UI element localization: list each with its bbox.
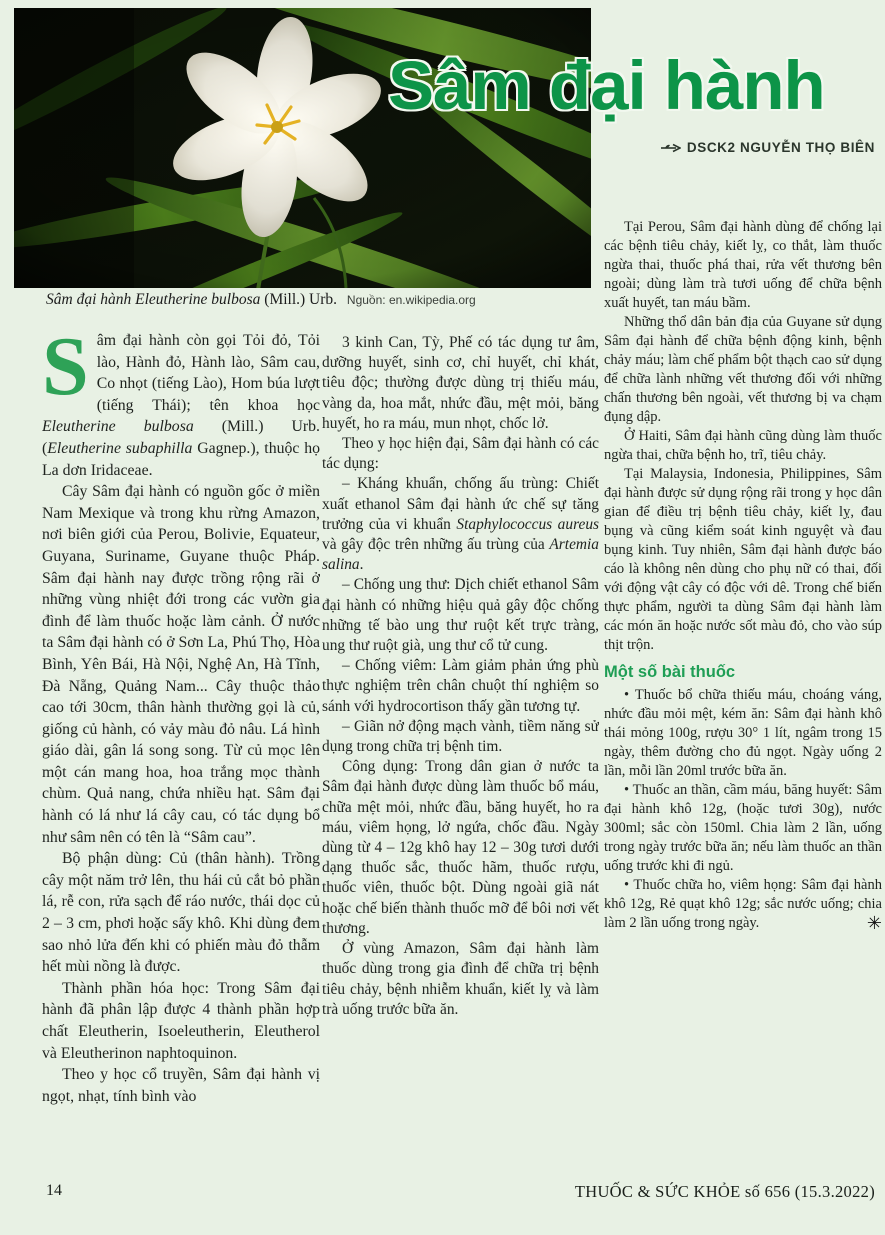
paragraph: Ở vùng Amazon, Sâm đại hành làm thuốc dùng trong gia đình để chữa trị bệnh tiêu chảy, bệnh nhiễm khuẩn, kiết lỵ và làm trà uống trước bữa ăn. [322, 940, 599, 1018]
paragraph: Công dụng: Trong dân gian ở nước ta Sâm đại hành được dùng làm thuốc bổ máu, chữa mệt mỏi, nhức đầu, băng huyết, ho ra máu, viêm họng, lở ngứa, chốc đầu. Ngày dùng từ 4 – 12g khô hay 12 – 30g tươi dưới dạng thuốc sắc, thuốc hãm, thuốc rượu, thuốc viên, thuốc bột. Dùng ngoài giã nát hoặc chế biến thành thuốc mỡ để bôi nơi vết thương. [322, 758, 599, 937]
paragraph: – Kháng khuẩn, chống ấu trùng: Chiết xuất ethanol Sâm đại hành ức chế sự tăng trưởng của vi khuẩn Staphylococcus aureus và gây độc trên những ấu trùng của Artemia salina. [322, 475, 599, 574]
text-column-2 [322, 333, 599, 1178]
text-column-3 [604, 218, 882, 1174]
photo-caption-source: Nguồn: en.wikipedia.org [346, 293, 476, 307]
paragraph: • Thuốc an thần, cầm máu, băng huyết: Sâm đại hành khô 12g, (hoặc tươi 30g), nước 300ml; sắc còn 150ml. Chia làm 2 lần, uống trong ngày trước bữa ăn; nếu làm thuốc an thần uống trước khi đi ngủ. [604, 782, 882, 874]
section-heading: Một số bài thuốc [604, 663, 736, 681]
text-column-1 [42, 330, 320, 1178]
article-title-part2: hành [663, 47, 825, 124]
paragraph: Tại Perou, Sâm đại hành dùng để chống lại các bệnh tiêu chảy, kiết lỵ, co thắt, làm thuốc ngừa thai, thuốc phá thai, rửa vết thương bên ngoài; dùng làm trà tươi uống để chữa bệnh xuất huyết, tan máu bầm. [604, 219, 882, 311]
journal-footer: THUỐC & SỨC KHỎE số 656 (15.3.2022) [574, 1182, 875, 1201]
paragraph: – Chống ung thư: Dịch chiết ethanol Sâm đại hành có những hiệu quả gây độc chống những tế bào ung thư ruột kết trực tràng, ung thư ruột già, ung thư cổ tử cung. [322, 576, 599, 655]
paragraph: Ở Haiti, Sâm đại hành cũng dùng làm thuốc ngừa thai, chữa bệnh ho, trĩ, tiêu chảy. [604, 428, 882, 463]
paragraph: Theo y học hiện đại, Sâm đại hành có các tác dụng: [322, 435, 599, 473]
paragraph: Cây Sâm đại hành có nguồn gốc ở miền Nam Mexique và trong khu rừng Amazon, nơi biên giới của Perou, Bolivie, Equateur, Guyana, Suriname, Guyane thuộc Pháp. Sâm đại hành nay được trồng rộng rãi ở những vùng nhiệt đới trong các vườn gia đình để làm thuốc hoặc làm cảnh. Ở nước ta Sâm đại hành có ở Sơn La, Phú Thọ, Hòa Bình, Yên Bái, Hà Nội, Nghệ An, Hà Tĩnh, Đà Nẵng, Quảng Nam... Cây thuộc thảo cao tới 30cm, thân hành thường gọi là củ, giống củ hành, có vảy màu đỏ nâu. Lá hình giáo dài, gân lá song song. Từ củ mọc lên một cán mang hoa, hoa trắng mọc thành chùm. Quả nang, chứa nhiều hạt. Sâm đại hành có lá như lá cây cau, có tác dụng bổ như sâm nên có tên là “Sâm cau”. [42, 483, 320, 846]
byline-text: DSCK2 NGUYỄN THỌ BIÊN [686, 140, 875, 155]
drop-cap: S [42, 330, 89, 413]
paragraph: 3 kinh Can, Tỳ, Phế có tác dụng tư âm, dưỡng huyết, sinh cơ, chỉ huyết, chỉ khát, tiêu độc; thường được dùng trị thiếu máu, vàng da, hoa mắt, nhức đầu, mệt mỏi, băng huyết, ho ra máu, mun nhọt, chốc lở. [322, 334, 599, 432]
article-title [388, 46, 880, 125]
article-title-part1: Sâm đại [388, 47, 664, 124]
paragraph: Những thổ dân bản địa của Guyane sử dụng Sâm đại hành để chữa bệnh động kinh, bệnh chảy máu; làm chế phẩm bột thạch cao sử dụng để chữa lành những vết thương đối với những chấn thương bên ngoài, vết thương bị va chạm đụng dập. [604, 314, 882, 425]
article-end-mark: ✳ [866, 913, 882, 933]
photo-caption-text: Sâm đại hành Eleutherine bulbosa (Mill.) Urb. [46, 291, 338, 308]
byline [495, 140, 875, 155]
paragraph: Bộ phận dùng: Củ (thân hành). Trồng cây một năm trở lên, thu hái củ cắt bỏ phần lá, rễ con, rửa sạch để ráo nước, thái dọc củ 2 – 3 cm, phơi hoặc sấy khô. Khi dùng đem sao nhỏ lửa đến khi có phiến màu đỏ thẫm hết mùi nồng là được. [42, 850, 320, 976]
photo-caption [46, 291, 606, 309]
paragraph: Thành phần hóa học: Trong Sâm đại hành đã phân lập được 4 thành phần hợp chất Eleutherin, Isoeleutherin, Eleutherol và Eleutherinon naphtoquinon. [42, 979, 320, 1062]
leaf-arrow-icon [661, 143, 681, 153]
paragraph: – Chống viêm: Làm giảm phản ứng phù thực nghiệm trên chân chuột thí nghiệm so sánh với hydrocortison thấy gần tương tự. [322, 657, 599, 715]
paragraph: – Giãn nở động mạch vành, tiềm năng sử dụng trong chữa trị bệnh tim. [322, 717, 599, 756]
paragraph: Sâm đại hành còn gọi Tỏi đỏ, Tỏi lào, Hành đỏ, Hành lào, Sâm cau, Co nhọt (tiếng Lào), Hom búa lượt (tiếng Thái); tên khoa học Eleutherine bulbosa (Mill.) Urb. (Eleutherine subaphilla Gagnep.), thuộc họ La dơn Iridaceae. [42, 330, 320, 479]
page-number: 14 [46, 1182, 62, 1199]
paragraph: • Thuốc bổ chữa thiếu máu, choáng váng, nhức đầu mỏi mệt, kém ăn: Sâm đại hành khô thái mỏng 100g, rượu 30° 1 lít, ngâm trong 15 ngày, thêm đường cho đủ ngọt. Ngày uống 2 lần, mỗi lần 20ml trước bữa ăn. [604, 687, 882, 779]
paragraph: • Thuốc chữa ho, viêm họng: Sâm đại hành khô 12g, Rẻ quạt khô 12g; sắc nước uống; chia làm 2 lần uống trong ngày. ✳ [604, 877, 882, 933]
paragraph: Tại Malaysia, Indonesia, Philippines, Sâm đại hành được sử dụng rộng rãi trong y học dân gian để điều trị bệnh tiêu chảy, kiết lỵ, đau bụng và cũng kiểm soát kinh nguyệt và đau bụng kinh. Tuy nhiên, Sâm đại hành được báo cáo là không nên dùng cho phụ nữ có thai, đối với động vật cây có độc với dê. Trong chế biến thực phẩm, người ta dùng Sâm đại hành làm các món ăn hoặc nước sốt màu đỏ, cho vào súp thịt trộn. [604, 466, 882, 653]
paragraph: Theo y học cổ truyền, Sâm đại hành vị ngọt, nhạt, tính bình vào [42, 1066, 320, 1105]
